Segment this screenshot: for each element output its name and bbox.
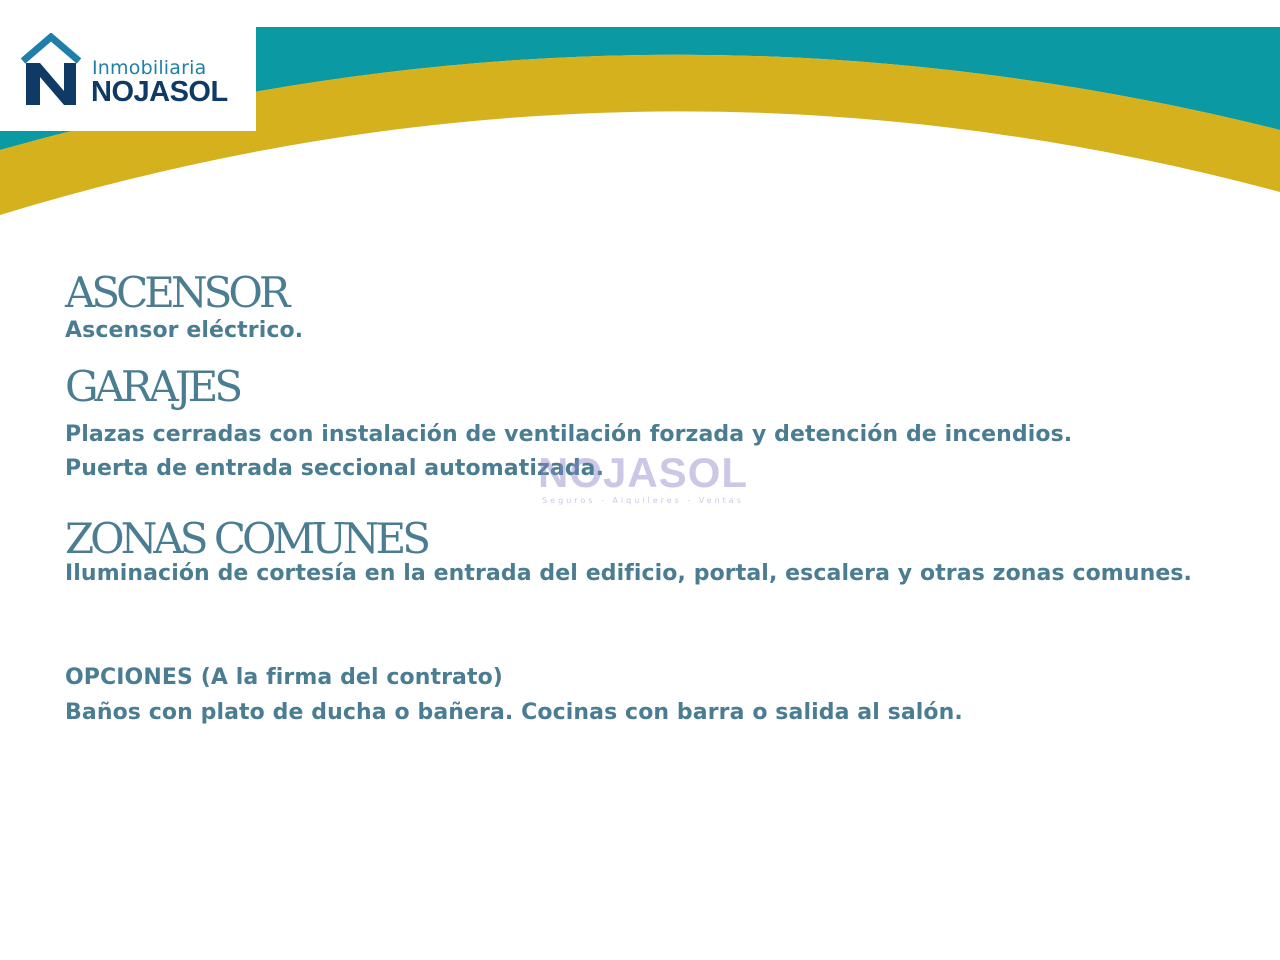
heading-ascensor: ASCENSOR — [65, 268, 287, 317]
heading-garajes: GARAJES — [65, 362, 240, 411]
garajes-line-2: Puerta de entrada seccional automatizada. — [65, 456, 605, 481]
opciones-title: OPCIONES (A la firma del contrato) — [65, 665, 503, 690]
garajes-line-1: Plazas cerradas con instalación de ventilación forzada y detención de incendios. — [65, 422, 1073, 447]
watermark-main-text: NOJASOL — [537, 449, 749, 496]
logo — [0, 27, 256, 131]
heading-zonas-comunes: ZONAS COMUNES — [65, 514, 427, 563]
logo-text-nojasol: NOJASOL — [91, 76, 228, 108]
opciones-line-1: Baños con plato de ducha o bañera. Cocinas con barra o salida al salón. — [65, 700, 963, 725]
logo-house-n-icon — [18, 33, 84, 109]
ascensor-line-1: Ascensor eléctrico. — [65, 318, 304, 343]
zonas-line-1: Iluminación de cortesía en la entrada del edificio, portal, escalera y otras zonas comunes. — [65, 561, 1193, 586]
watermark-sub-text: Seguros - Alquileres - Ventas — [542, 496, 744, 505]
logo-text-inmobiliaria: Inmobiliaria — [92, 57, 207, 79]
